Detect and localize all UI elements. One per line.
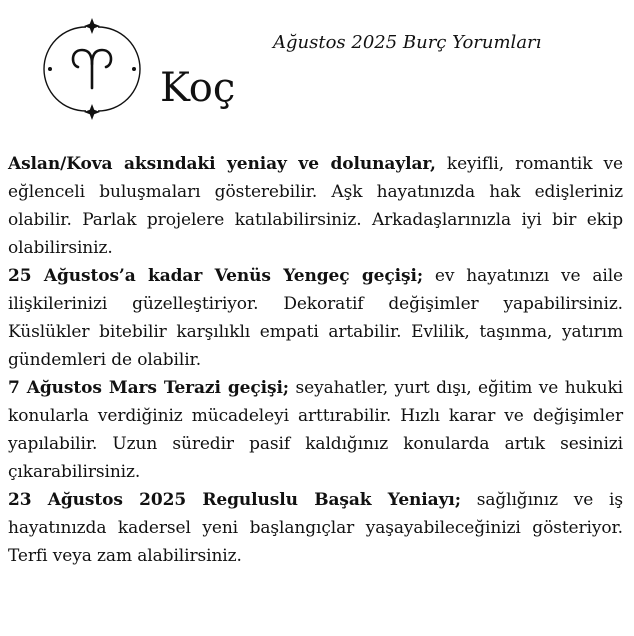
page-header: [0, 0, 634, 145]
issue-title: Ağustos 2025 Burç Yorumları: [273, 32, 542, 53]
paragraph-virgo-new-moon: [8, 486, 623, 570]
paragraph-new-full-moons: [8, 150, 623, 262]
sign-name-title: Koç: [160, 65, 236, 111]
paragraph-lead: 23 Ağustos 2025 Reguluslu Başak Yeniayı;: [8, 490, 461, 510]
paragraph-text: seyahatler, yurt dışı, eğitim ve hukuki konularla verdiğiniz mücadeleyi arttırabilir. Hızlı karar ve değişimler yapılabilir. Uzun süredir pasif kaldığınız konularda artık sesinizi çıkarabilirsiniz.: [8, 378, 623, 482]
paragraph-text: keyifli, romantik ve eğlenceli buluşmaları gösterebilir. Aşk hayatınızda hak edişleriniz olabilir. Parlak projelere katılabilirsiniz. Arkadaşlarınızla iyi bir ekip olabilirsiniz.: [8, 154, 623, 258]
paragraph-text: ev hayatınızı ve aile ilişkilerinizi güzelleştiriyor. Dekoratif değişimler yapabilirsiniz. Küslükler bitebilir karşılıklı empati artabilir. Evlilik, taşınma, yatırım gündemleri de olabilir.: [8, 266, 623, 370]
paragraph-venus-cancer: [8, 262, 623, 374]
paragraph-lead: Aslan/Kova aksındaki yeniay ve dolunaylar,: [8, 154, 436, 174]
horoscope-body: [8, 150, 623, 570]
paragraph-lead: 25 Ağustos’a kadar Venüs Yengeç geçişi;: [8, 266, 424, 286]
paragraph-mars-libra: [8, 374, 623, 486]
paragraph-text: sağlığınız ve iş hayatınızda kadersel yeni başlangıçlar yaşayabileceğinizi gösteriyor. Terfi veya zam alabilirsiniz.: [8, 490, 623, 566]
paragraph-lead: 7 Ağustos Mars Terazi geçişi;: [8, 378, 289, 398]
aries-symbol-icon: [42, 14, 142, 126]
